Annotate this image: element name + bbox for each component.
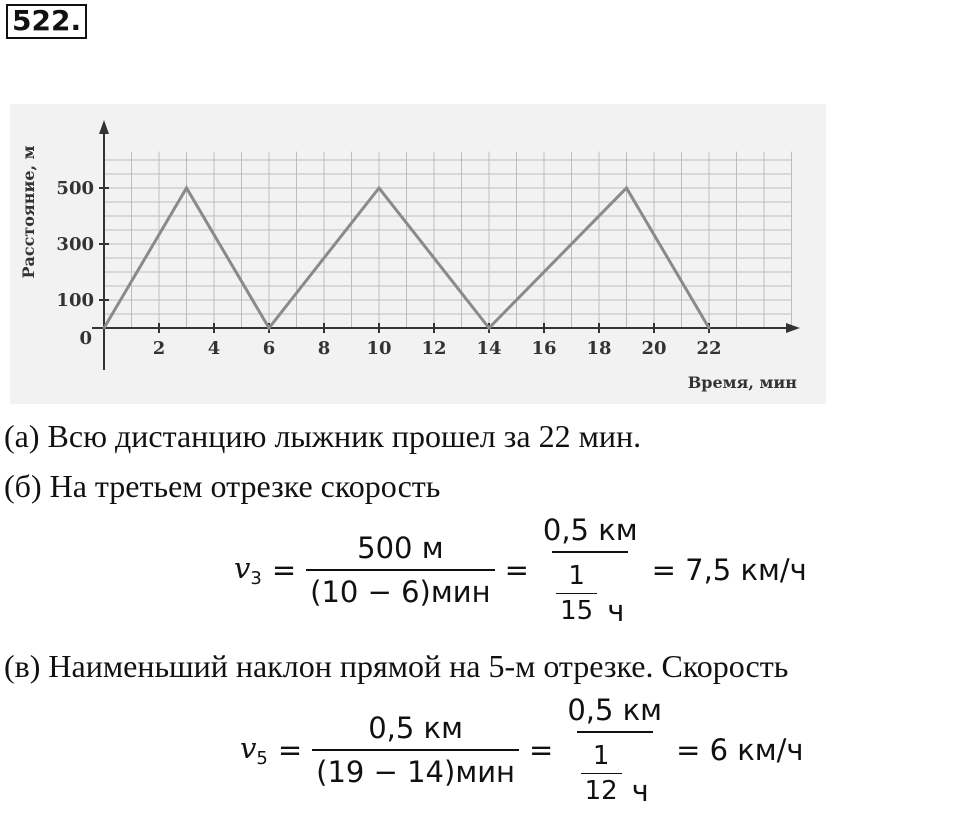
data-point: [625, 187, 627, 189]
result: = 7,5 км/ч: [651, 552, 807, 587]
origin-label: 0: [79, 328, 92, 349]
x-tick-label: 2: [152, 338, 166, 359]
numerator: 0,5 км: [567, 693, 663, 727]
y-axis-arrow: [99, 120, 109, 134]
problem-number-box: 522.: [6, 4, 87, 39]
unit-hours: ч: [631, 774, 649, 808]
equals-sign: =: [504, 552, 529, 587]
equals-sign: =: [529, 732, 554, 767]
formula-v5: [240, 693, 804, 806]
numerator: 500 м: [357, 530, 444, 565]
y-tick-label: 100: [56, 290, 94, 311]
formula-v3: [234, 513, 807, 626]
problem-number: [6, 4, 87, 39]
numerator: 0,5 км: [368, 710, 463, 745]
answer-b: (б) На третьем отрезке скорость: [4, 468, 441, 504]
equals-sign: =: [271, 552, 297, 587]
x-tick-label: 4: [207, 338, 221, 359]
x-tick-label: 10: [366, 338, 392, 359]
x-tick-label: 18: [586, 338, 612, 359]
x-tick-label: 14: [476, 338, 502, 359]
data-point: [103, 327, 105, 329]
x-tick-label: 16: [531, 338, 557, 359]
x-axis-label: Время, мин: [687, 373, 797, 392]
hours-fraction: [581, 741, 622, 806]
chart-svg: [10, 104, 826, 404]
x-tick-label: 20: [641, 338, 667, 359]
x-tick-label: 8: [317, 338, 331, 359]
answer-a: (а) Всю дистанцию лыжник прошел за 22 мин.: [4, 418, 642, 454]
answer-c: (в) Наименьший наклон прямой на 5-м отрезке. Скорость: [4, 648, 789, 684]
denominator: (19 − 14)мин: [312, 749, 519, 789]
numerator: 1: [568, 561, 585, 591]
x-tick-label: 22: [696, 338, 722, 359]
distance-time-chart: [10, 104, 826, 404]
unit-hours: ч: [607, 594, 625, 628]
denominator: [552, 551, 628, 626]
numerator: 1: [592, 741, 610, 771]
fraction-2: [539, 513, 642, 626]
data-point: [378, 187, 380, 189]
result: = 6 км/ч: [676, 732, 804, 767]
fraction-1: [312, 711, 519, 789]
y-axis-label: Расстояние, м: [19, 145, 38, 279]
x-tick-label: 6: [262, 338, 276, 359]
velocity-symbol: $v_3$: [234, 550, 262, 589]
denominator: 15: [556, 593, 597, 626]
numerator: 0,5 км: [542, 513, 638, 547]
x-tick-label: 12: [421, 338, 447, 359]
data-point: [185, 187, 187, 189]
fraction-1: [306, 531, 494, 609]
denominator: (10 − 6)мин: [306, 569, 494, 609]
data-point: [708, 327, 710, 329]
data-point: [488, 327, 490, 329]
data-point: [268, 327, 270, 329]
y-tick-label: 500: [56, 178, 94, 199]
denominator: 12: [581, 773, 622, 806]
fraction-2: [563, 693, 666, 806]
x-axis-arrow: [786, 323, 800, 333]
denominator: [577, 731, 653, 806]
hours-fraction: [556, 561, 597, 626]
velocity-symbol: $v_5$: [240, 730, 268, 769]
y-tick-label: 300: [56, 234, 94, 255]
equals-sign: =: [277, 732, 303, 767]
